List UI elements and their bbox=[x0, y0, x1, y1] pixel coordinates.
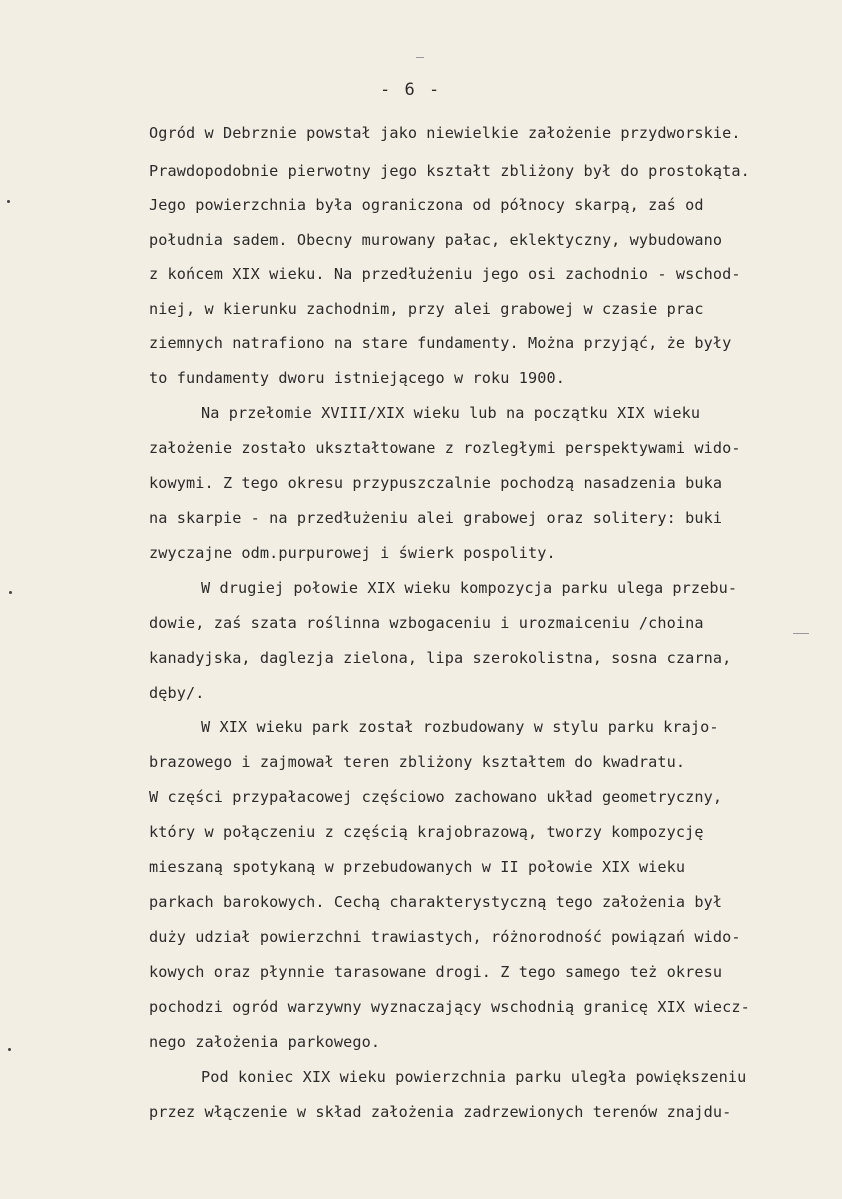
margin-dot bbox=[8, 1048, 11, 1051]
text-line: Prawdopodobnie pierwotny jego kształt zbliżony był do prostokąta. bbox=[149, 162, 750, 180]
text-line: mieszaną spotykaną w przebudowanych w II połowie XIX wieku bbox=[149, 858, 686, 876]
text-line: W części przypałacowej częściowo zachowano układ geometryczny, bbox=[149, 788, 723, 806]
margin-dot bbox=[7, 200, 10, 203]
text-line: Na przełomie XVIII/XIX wieku lub na początku XIX wieku bbox=[201, 404, 701, 422]
text-line: Pod koniec XIX wieku powierzchnia parku uległa powiększeniu bbox=[201, 1068, 747, 1086]
text-line: pochodzi ogród warzywny wyznaczający wschodnią granicę XIX wiecz- bbox=[149, 998, 750, 1016]
text-line: kowymi. Z tego okresu przypuszczalnie pochodzą nasadzenia buka bbox=[149, 474, 723, 492]
text-line: brazowego i zajmował teren zbliżony kształtem do kwadratu. bbox=[149, 753, 686, 771]
text-line: z końcem XIX wieku. Na przedłużeniu jego osi zachodnio - wschod- bbox=[149, 265, 741, 283]
text-line: W drugiej połowie XIX wieku kompozycja parku ulega przebu- bbox=[201, 579, 738, 597]
text-line: dęby/. bbox=[149, 684, 205, 702]
text-line: który w połączeniu z częścią krajobrazową, tworzy kompozycję bbox=[149, 823, 704, 841]
text-line: duży udział powierzchni trawiastych, różnorodność powiązań wido- bbox=[149, 928, 741, 946]
margin-dot bbox=[9, 591, 12, 594]
text-line: kowych oraz płynnie tarasowane drogi. Z tego samego też okresu bbox=[149, 963, 723, 981]
text-line: parkach barokowych. Cechą charakterystyczną tego założenia był bbox=[149, 893, 723, 911]
text-line: dowie, zaś szata roślinna wzbogaceniu i urozmaiceniu /choina bbox=[149, 614, 704, 632]
text-line: niej, w kierunku zachodnim, przy alei grabowej w czasie prac bbox=[149, 300, 704, 318]
text-line: to fundamenty dworu istniejącego w roku 1900. bbox=[149, 369, 565, 387]
text-line: ziemnych natrafiono na stare fundamenty. Można przyjąć, że były bbox=[149, 334, 732, 352]
text-line: na skarpie - na przedłużeniu alei grabowej oraz solitery: buki bbox=[149, 509, 723, 527]
top-dash-mark bbox=[416, 57, 424, 58]
text-line: nego założenia parkowego. bbox=[149, 1033, 381, 1051]
text-line: przez włączenie w skład założenia zadrzewionych terenów znajdu- bbox=[149, 1103, 732, 1121]
text-line: południa sadem. Obecny murowany pałac, eklektyczny, wybudowano bbox=[149, 231, 723, 249]
margin-mark bbox=[793, 633, 809, 634]
text-line: Jego powierzchnia była ograniczona od północy skarpą, zaś od bbox=[149, 196, 704, 214]
text-line: kanadyjska, daglezja zielona, lipa szerokolistna, sosna czarna, bbox=[149, 649, 732, 667]
page-number: - 6 - bbox=[380, 80, 442, 100]
text-line: założenie zostało ukształtowane z rozległymi perspektywami wido- bbox=[149, 439, 741, 457]
text-line: W XIX wieku park został rozbudowany w stylu parku krajo- bbox=[201, 718, 719, 736]
text-line: Ogród w Debrznie powstał jako niewielkie założenie przydworskie. bbox=[149, 124, 741, 142]
text-line: zwyczajne odm.purpurowej i świerk pospolity. bbox=[149, 544, 556, 562]
